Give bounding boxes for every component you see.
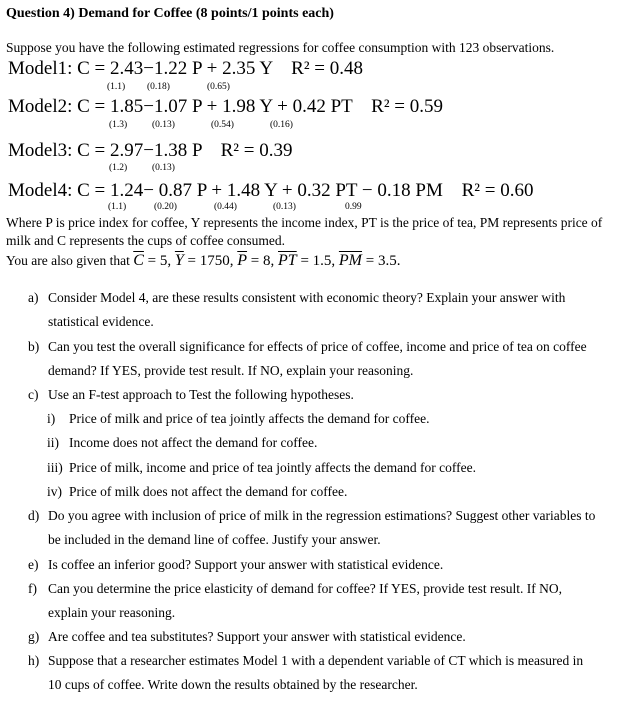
question-c-i	[47, 411, 430, 427]
question-c-label: c)	[28, 387, 39, 402]
question-a-line-2: statistical evidence.	[48, 314, 154, 329]
question-c-ii-line-1: Income does not affect the demand for coffee.	[69, 435, 318, 450]
given-means	[6, 252, 400, 270]
model-4-equation	[8, 180, 533, 202]
question-d	[28, 508, 596, 547]
p-bar: $\overline{P}$	[237, 252, 248, 269]
model-3-equation	[8, 140, 292, 162]
model-4-se-4: (0.13)	[273, 202, 296, 212]
model-1-se-3: (0.65)	[207, 82, 230, 92]
question-h-line-2: 10 cups of coffee. Write down the results obtained by the researcher.	[48, 677, 418, 692]
variable-definitions: Where P is price index for coffee, Y represents the income index, PT is the price of tea, PM represents price of milk and C represents the cups of coffee consumed.	[6, 215, 603, 248]
y-bar: $\overline{Y}$	[174, 252, 184, 269]
model-3-se-2: (0.13)	[152, 163, 175, 173]
model-2-equation	[8, 96, 443, 118]
question-c-iv-line-1: Price of milk does not affect the demand for coffee.	[69, 484, 348, 499]
question-c-ii-label: ii)	[47, 435, 59, 450]
c-value: = 5,	[143, 253, 175, 269]
question-title: Question 4) Demand for Coffee (8 points/1 points each)	[6, 6, 334, 21]
c-bar: $\overline{C}$	[133, 252, 144, 269]
model-2-se-1: (1.3)	[109, 120, 128, 130]
model-3-se-1: (1.2)	[109, 163, 128, 173]
question-b-line-2: demand? If YES, provide test result. If NO, explain your reasoning.	[48, 363, 414, 378]
question-f-label: f)	[28, 581, 37, 596]
question-g-label: g)	[28, 629, 40, 644]
question-f	[28, 581, 562, 620]
question-e-label: e)	[28, 557, 39, 572]
y-value: = 1750,	[183, 253, 238, 269]
question-a	[28, 290, 566, 329]
question-e-line-1: Is coffee an inferior good? Support your answer with statistical evidence.	[48, 557, 444, 572]
model-3-eq: Model3: C = 2.97−1.38 P	[8, 140, 202, 161]
question-c-iii-line-1: Price of milk, income and price of tea jointly affects the demand for coffee.	[69, 460, 476, 475]
question-c-iv	[47, 484, 348, 500]
model-1-se-2: (0.18)	[147, 82, 170, 92]
pm-bar: $\overline{PM}$	[338, 252, 363, 269]
intro-text: Suppose you have the following estimated regressions for coffee consumption with 123 observations.	[6, 40, 555, 55]
question-b-line-1: Can you test the overall significance for effects of price of coffee, income and price of tea on coffee	[48, 339, 587, 354]
question-b-label: b)	[28, 339, 40, 354]
question-e	[28, 557, 444, 573]
model-2-se-3: (0.54)	[211, 120, 234, 130]
question-c-ii	[47, 435, 318, 451]
model-1-r2: R² = 0.48	[291, 58, 363, 79]
question-c	[28, 387, 354, 403]
question-d-line-2: be included in the demand line of coffee. Justify your answer.	[48, 532, 381, 547]
question-c-iv-label: iv)	[47, 484, 62, 499]
model-1-eq: Model1: C = 2.43−1.22 P + 2.35 Y	[8, 58, 273, 79]
model-1-se-1: (1.1)	[107, 82, 126, 92]
pt-bar: $\overline{PT}$	[278, 252, 297, 269]
question-b	[28, 339, 587, 378]
model-4-r2: R² = 0.60	[461, 180, 534, 201]
question-a-label: a)	[28, 290, 39, 305]
question-h-line-1: Suppose that a researcher estimates Model 1 with a dependent variable of CT which is measured in	[48, 653, 584, 668]
model-4-se-1: (1.1)	[108, 202, 127, 212]
given-prefix: You are also given that	[6, 253, 130, 268]
model-4-eq: Model4: C = 1.24− 0.87 P + 1.48 Y + 0.32 PT − 0.18 PM	[8, 180, 443, 201]
question-f-line-1: Can you determine the price elasticity of demand for coffee? If YES, provide test result. If NO,	[48, 581, 562, 596]
question-a-line-1: Consider Model 4, are these results consistent with economic theory? Explain your answer with	[48, 290, 566, 305]
model-2-se-4: (0.16)	[270, 120, 293, 130]
question-c-line-1: Use an F-test approach to Test the following hypotheses.	[48, 387, 354, 402]
model-2-se-2: (0.13)	[152, 120, 175, 130]
model-4-se-5: 0.99	[345, 202, 362, 212]
model-4-se-2: (0.20)	[154, 202, 177, 212]
question-d-line-1: Do you agree with inclusion of price of milk in the regression estimations? Suggest other variables to	[48, 508, 596, 523]
question-c-iii-label: iii)	[47, 460, 63, 475]
question-f-line-2: explain your reasoning.	[48, 605, 176, 620]
question-d-label: d)	[28, 508, 40, 523]
model-1-equation	[8, 58, 363, 80]
question-g	[28, 629, 466, 645]
question-c-i-label: i)	[47, 411, 56, 426]
question-c-i-line-1: Price of milk and price of tea jointly affects the demand for coffee.	[69, 411, 430, 426]
p-value: = 8,	[247, 253, 279, 269]
question-g-line-1: Are coffee and tea substitutes? Support your answer with statistical evidence.	[48, 629, 466, 644]
question-h-label: h)	[28, 653, 40, 668]
question-c-iii	[47, 460, 476, 476]
question-h	[28, 653, 584, 692]
model-2-eq: Model2: C = 1.85−1.07 P + 1.98 Y + 0.42 PT	[8, 96, 353, 117]
pm-value: = 3.5.	[362, 253, 401, 269]
model-3-r2: R² = 0.39	[220, 140, 293, 161]
pt-value: = 1.5,	[296, 253, 339, 269]
model-2-r2: R² = 0.59	[371, 96, 444, 117]
model-4-se-3: (0.44)	[214, 202, 237, 212]
